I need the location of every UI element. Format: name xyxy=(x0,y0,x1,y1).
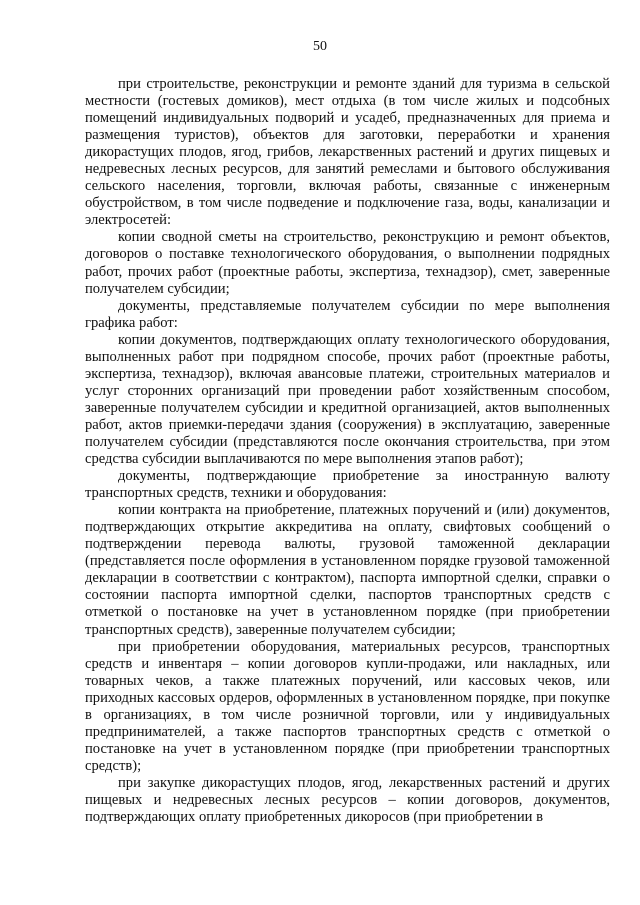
paragraph: копии сводной сметы на строительство, реконструкцию и ремонт объектов, договоров о поставке технологического оборудования, о выполнении подрядных работ, прочих работ (проектные работы, экспертиза, технадзор), смет, заверенные получателем субсидии; xyxy=(85,229,610,297)
paragraph: документы, представляемые получателем субсидии по мере выполнения графика работ: xyxy=(85,297,610,331)
document-body xyxy=(85,76,610,826)
paragraph: при закупке дикорастущих плодов, ягод, лекарственных растений и других пищевых и недревесных лесных ресурсов – копии договоров, документов, подтверждающих оплату приобретенных дикоросов (при приобретении в xyxy=(85,774,610,826)
paragraph: документы, подтверждающие приобретение за иностранную валюту транспортных средств, техники и оборудования: xyxy=(85,468,610,502)
paragraph: копии контракта на приобретение, платежных поручений и (или) документов, подтверждающих открытие аккредитива на оплату, свифтовых сообщений о подтверждении перевода валюты, грузовой таможенной декларации (представляется после оформления в установленном порядке грузовой таможенной декларации в соответствии с контрактом), паспорта импортной сделки, справки о состоянии паспорта импортной сделки, паспортов транспортных средств с отметкой о постановке на учет в установленном порядке (при приобретении транспортных средств), заверенные получателем субсидии; xyxy=(85,502,610,638)
paragraph: при приобретении оборудования, материальных ресурсов, транспортных средств и инвентаря – копии договоров купли-продажи, или накладных, или товарных чеков, а также платежных поручений, или кассовых чеков, или приходных кассовых ордеров, оформленных в установленном порядке, при покупке в организациях, в том числе розничной торговли, или у индивидуальных предпринимателей, а также паспортов транспортных средств с отметкой о постановке на учет в установленном порядке (при приобретении транспортных средств); xyxy=(85,638,610,774)
paragraph: копии документов, подтверждающих оплату технологического оборудования, выполненных работ при подрядном способе, прочих работ (проектные работы, экспертиза, технадзор), включая авансовые платежи, строительных материалов и услуг сторонних организаций при проведении работ хозяйственным способом, заверенные получателем субсидии и кредитной организацией, актов выполненных работ, актов приемки-передачи здания (сооружения) в эксплуатацию, заверенные получателем субсидии (представляются после окончания строительства, при этом средства субсидии выплачиваются по мере выполнения этапов работ); xyxy=(85,331,610,468)
page-number: 50 xyxy=(313,39,327,54)
paragraph: при строительстве, реконструкции и ремонте зданий для туризма в сельской местности (гостевых домиков), мест отдыха (в том числе жилых и подсобных помещений индивидуальных подворий и усадеб, предназначенных для приема и размещения туристов), объектов для заготовки, переработки и хранения дикорастущих плодов, ягод, грибов, лекарственных растений и других пищевых и недревесных лесных ресурсов, для занятий ремеслами и бытового обслуживания сельского населения, торговли, включая работы, связанные с инженерным обустройством, в том числе подведение и подключение газа, воды, канализации и электросетей: xyxy=(85,76,610,229)
